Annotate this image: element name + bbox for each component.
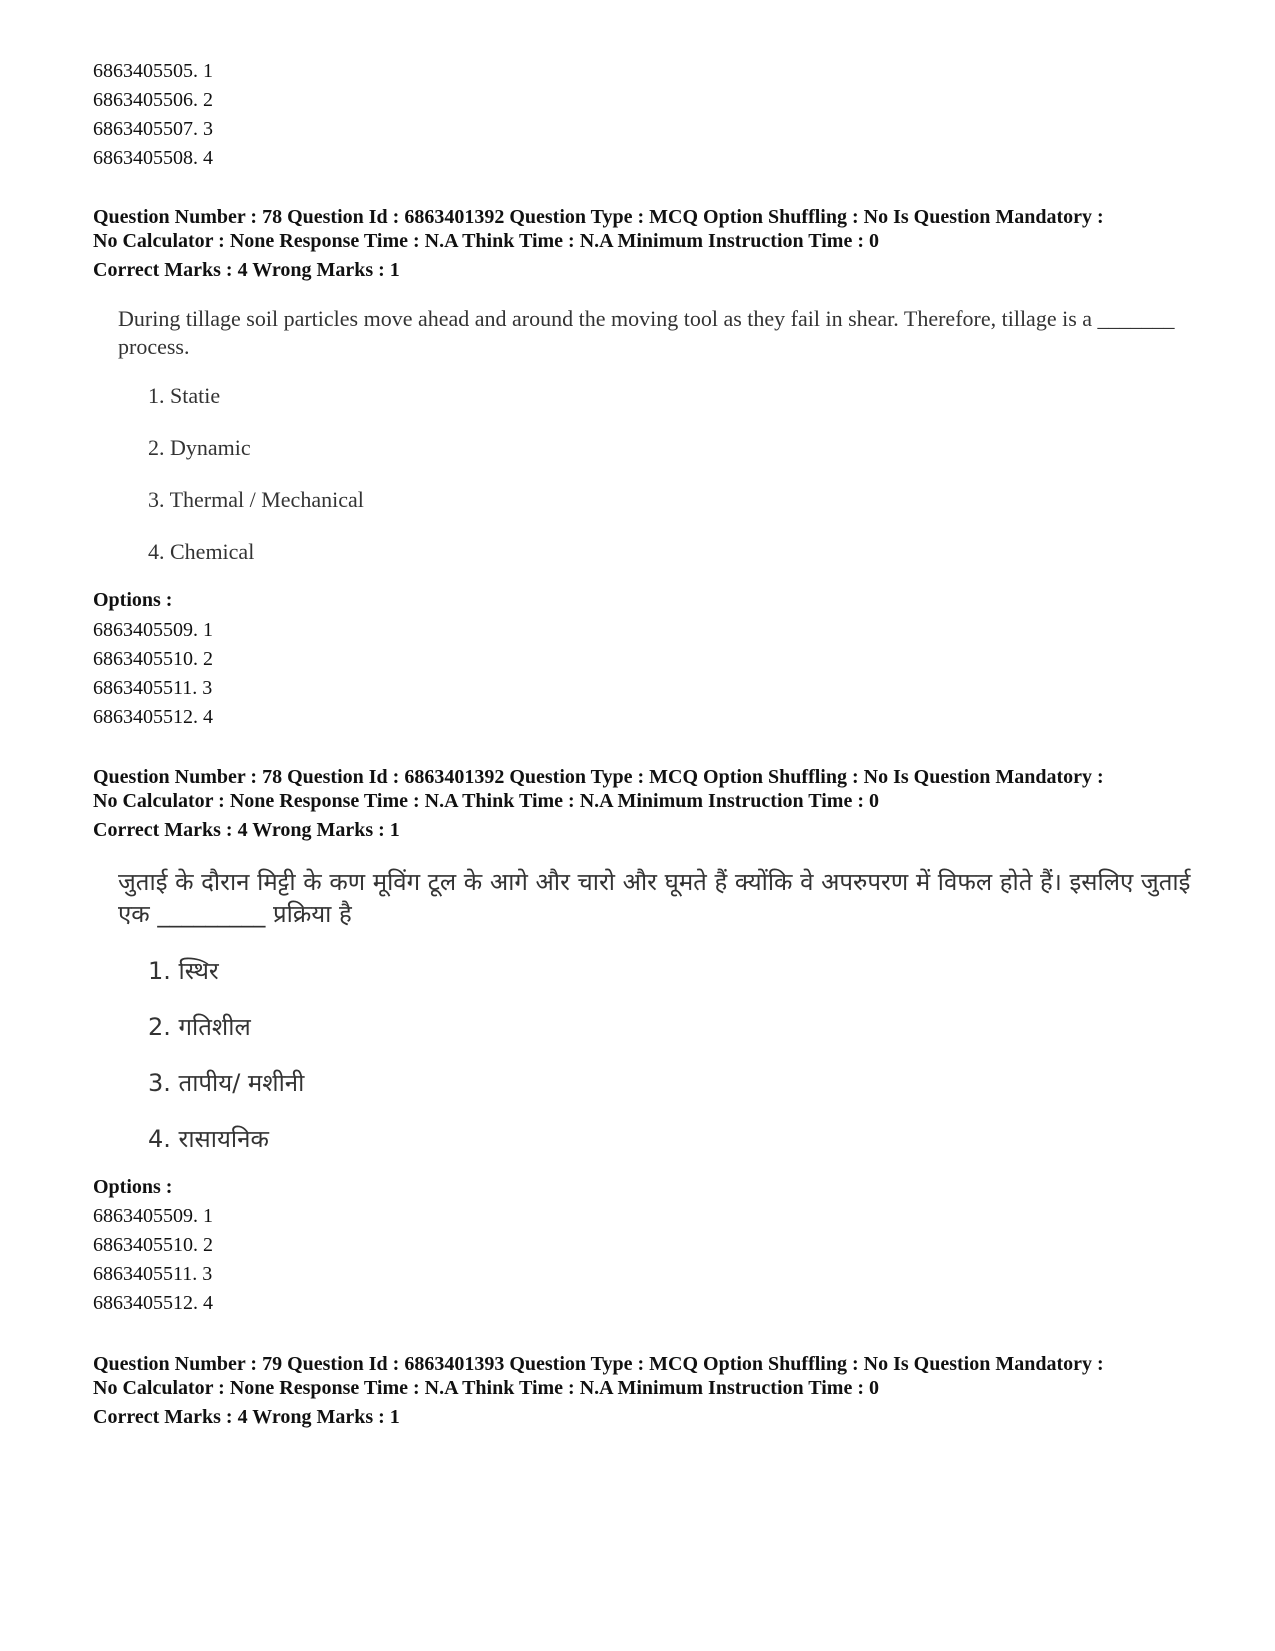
option-id-line: 6863405508. 4 (93, 147, 213, 169)
option-id-line: 6863405511. 3 (93, 1263, 213, 1285)
option-id-line: 6863405507. 3 (93, 118, 213, 140)
question-78-hi-stem: जुताई के दौरान मिट्टी के कण मूविंग टूल के आगे और चारो और घूमते हैं क्योंकि वे अपरुपरण में विफल होते हैं। इसलिए जुताई एक _________ प्रक्रिया है (118, 868, 1191, 928)
question-meta-line-2: No Calculator : None Response Time : N.A Think Time : N.A Minimum Instruction Time : 0 (93, 790, 879, 812)
question-marks: Correct Marks : 4 Wrong Marks : 1 (93, 819, 400, 841)
question-meta-line-1: Question Number : 79 Question Id : 6863401393 Question Type : MCQ Option Shuffling : No Is Question Mandatory : (93, 1353, 1104, 1375)
question-79-meta (93, 1352, 1213, 1429)
answer-choice-4: 4. Chemical (148, 539, 255, 564)
answer-choice-2: 2. Dynamic (148, 435, 251, 460)
question-meta-line-2: No Calculator : None Response Time : N.A Think Time : N.A Minimum Instruction Time : 0 (93, 1377, 879, 1399)
answer-choice-3: 3. तापीय/ मशीनी (148, 1069, 305, 1097)
answer-choice-2: 2. गतिशील (148, 1013, 251, 1041)
question-78-hi-options (93, 1202, 213, 1318)
question-78-en-stem: During tillage soil particles move ahead and around the moving tool as they fail in shear. Therefore, tillage is a _______ process. (118, 306, 1175, 359)
question-marks: Correct Marks : 4 Wrong Marks : 1 (93, 259, 400, 281)
answer-choice-1: 1. स्थिर (148, 957, 219, 985)
option-id-line: 6863405506. 2 (93, 89, 213, 111)
option-id-line: 6863405510. 2 (93, 1234, 213, 1256)
answer-choice-3: 3. Thermal / Mechanical (148, 487, 364, 512)
previous-question-options (93, 57, 213, 173)
question-78-hi-meta (93, 765, 1213, 842)
option-id-line: 6863405512. 4 (93, 706, 213, 728)
option-id-line: 6863405509. 1 (93, 619, 213, 641)
answer-choice-4: 4. रासायनिक (148, 1125, 269, 1153)
option-id-line: 6863405509. 1 (93, 1205, 213, 1227)
question-meta-line-1: Question Number : 78 Question Id : 6863401392 Question Type : MCQ Option Shuffling : No Is Question Mandatory : (93, 206, 1104, 228)
question-meta-line-2: No Calculator : None Response Time : N.A Think Time : N.A Minimum Instruction Time : 0 (93, 230, 879, 252)
question-marks: Correct Marks : 4 Wrong Marks : 1 (93, 1406, 400, 1428)
answer-choice-1: 1. Statie (148, 383, 221, 408)
options-heading: Options : (93, 589, 173, 611)
option-id-line: 6863405505. 1 (93, 60, 213, 82)
question-78-en-meta (93, 205, 1213, 282)
question-78-en-options (93, 616, 213, 732)
option-id-line: 6863405511. 3 (93, 677, 213, 699)
option-id-line: 6863405512. 4 (93, 1292, 213, 1314)
options-heading: Options : (93, 1176, 173, 1198)
option-id-line: 6863405510. 2 (93, 648, 213, 670)
question-meta-line-1: Question Number : 78 Question Id : 6863401392 Question Type : MCQ Option Shuffling : No Is Question Mandatory : (93, 766, 1104, 788)
